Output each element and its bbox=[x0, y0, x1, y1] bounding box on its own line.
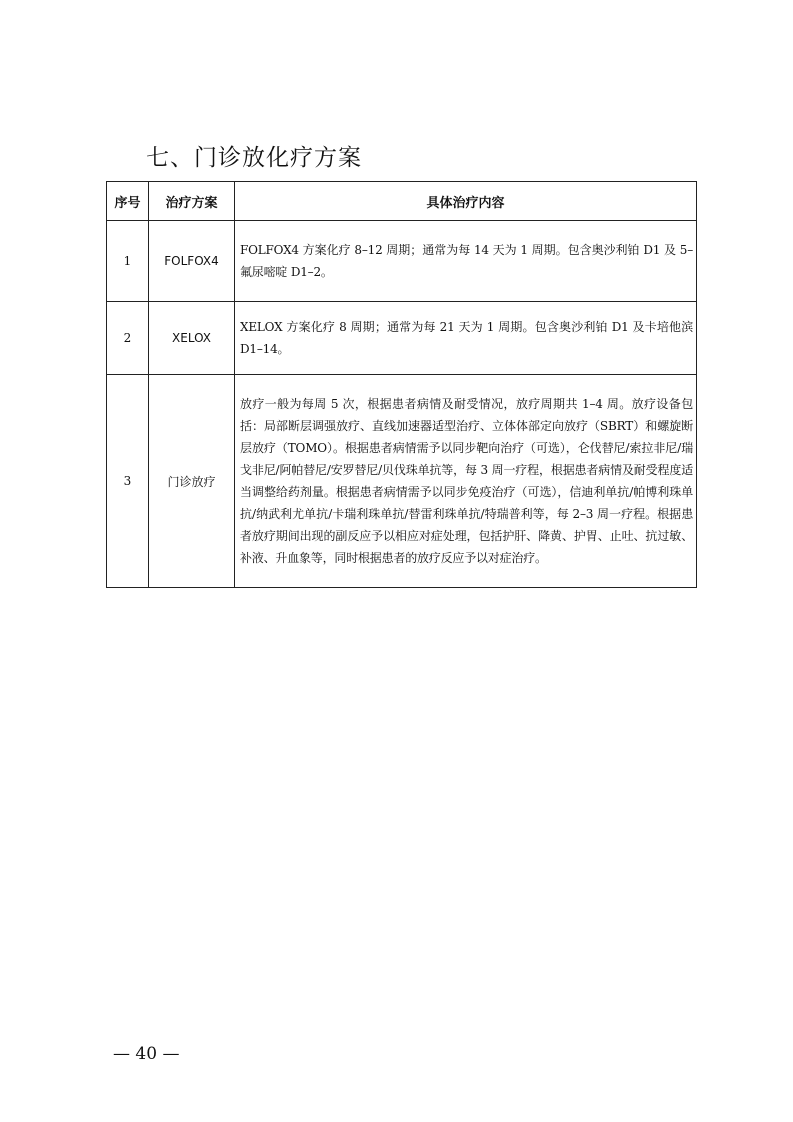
header-no: 序号 bbox=[107, 182, 149, 221]
section-title: 七、门诊放化疗方案 bbox=[146, 145, 362, 171]
regimen-table bbox=[106, 181, 697, 588]
header-scheme: 治疗方案 bbox=[149, 182, 235, 221]
row-number: 3 bbox=[107, 375, 149, 588]
table-row bbox=[107, 302, 697, 375]
row-content: FOLFOX4 方案化疗 8–12 周期；通常为每 14 天为 1 周期。包含奥沙利铂 D1 及 5–氟尿嘧啶 D1–2。 bbox=[235, 221, 697, 302]
row-scheme: FOLFOX4 bbox=[149, 221, 235, 302]
row-number: 2 bbox=[107, 302, 149, 375]
table-row bbox=[107, 221, 697, 302]
header-content: 具体治疗内容 bbox=[235, 182, 697, 221]
row-scheme: 门诊放疗 bbox=[149, 375, 235, 588]
row-content: 放疗一般为每周 5 次，根据患者病情及耐受情况，放疗周期共 1–4 周。放疗设备包括：局部断层调强放疗、直线加速器适型治疗、立体体部定向放疗（SBRT）和螺旋断层放疗（TOMO）。根据患者病情需予以同步靶向治疗（可选），仑伐替尼/索拉非尼/瑞戈非尼/阿帕替尼/安罗替尼/贝伐珠单抗等，每 3 周一疗程，根据患者病情及耐受程度适当调整给药剂量。根据患者病情需予以同步免疫治疗（可选），信迪利单抗/帕博利珠单抗/纳武利尤单抗/卡瑞利珠单抗/替雷利珠单抗/特瑞普利等，每 2–3 周一疗程。根据患者放疗期间出现的副反应予以相应对症处理，包括护肝、降黄、护胃、止吐、抗过敏、补液、升血象等，同时根据患者的放疗反应予以对症治疗。 bbox=[235, 375, 697, 588]
table-row bbox=[107, 375, 697, 588]
row-scheme: XELOX bbox=[149, 302, 235, 375]
page-number: — 40 — bbox=[113, 1044, 180, 1064]
row-number: 1 bbox=[107, 221, 149, 302]
row-content: XELOX 方案化疗 8 周期；通常为每 21 天为 1 周期。包含奥沙利铂 D1 及卡培他滨 D1–14。 bbox=[235, 302, 697, 375]
table-header-row bbox=[107, 182, 697, 221]
